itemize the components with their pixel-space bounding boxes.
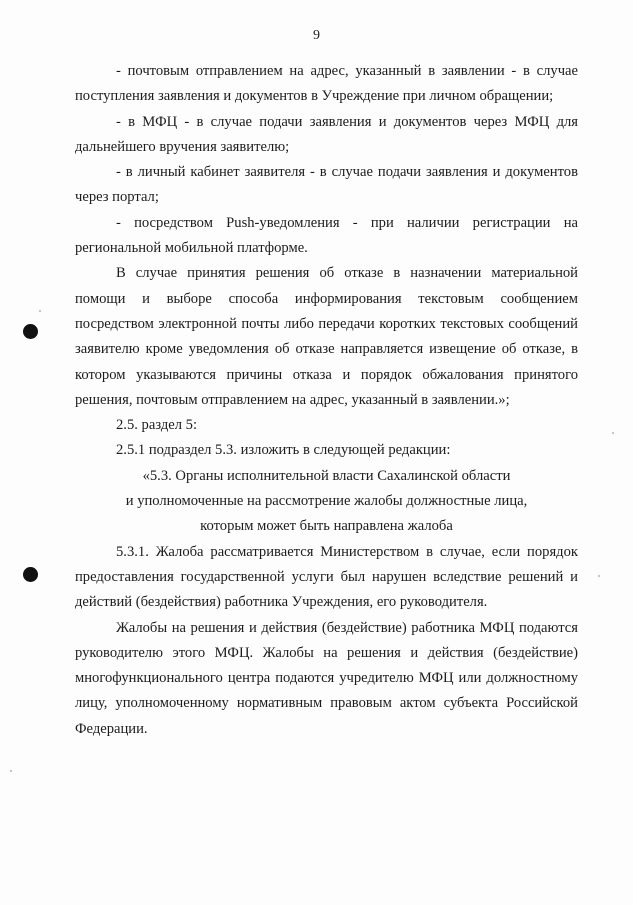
paragraph-personal-account: - в личный кабинет заявителя - в случае подачи заявления и документов через портал;: [75, 164, 578, 206]
binder-hole-top: [23, 324, 38, 339]
heading-5-3-line-1: «5.3. Органы исполнительной власти Сахалинской области: [142, 467, 511, 484]
paragraph-postal-delivery: - почтовым отправлением на адрес, указанный в заявлении - в случае поступления заявления и документов в Учреждение при личном обращении;: [75, 63, 578, 105]
paragraph-section-2-5: 2.5. раздел 5:: [116, 417, 197, 434]
document-body: [75, 59, 578, 742]
scan-speck: [598, 575, 600, 577]
paragraph-mfc-complaints: Жалобы на решения и действия (бездействие) работника МФЦ подаются руководителю этого МФЦ. Жалобы на решения и действия (бездействие) многофункционального центра подаются учредителю МФЦ или должностному лицу, уполномоченному нормативным правовым актом субъекта Российской Федерации.: [75, 619, 578, 737]
paragraph-push-notification: - посредством Push-уведомления - при наличии регистрации на региональной мобильной платформе.: [75, 214, 578, 257]
page-number: 9: [313, 28, 320, 43]
binder-hole-bottom: [23, 567, 38, 582]
scan-speck: [612, 432, 614, 434]
paragraph-5-3-1: 5.3.1. Жалоба рассматривается Министерством в случае, если порядок предоставления государственной услуги был нарушен вследствие решений и действий (бездействия) работника Учреждения, его руководителя.: [75, 543, 578, 611]
paragraph-section-2-5-1: 2.5.1 подраздел 5.3. изложить в следующей редакции:: [116, 442, 451, 459]
heading-5-3-line-3: которым может быть направлена жалоба: [200, 518, 453, 535]
paragraph-mfc-delivery: - в МФЦ - в случае подачи заявления и документов через МФЦ для дальнейшего вручения заявителю;: [75, 113, 578, 155]
heading-5-3-line-2: и уполномоченные на рассмотрение жалобы должностные лица,: [125, 493, 528, 510]
scan-speck: [39, 310, 41, 312]
paragraph-refusal-notice: В случае принятия решения об отказе в назначении материальной помощи и выборе способа информирования текстовым сообщением посредством электронной почты либо передачи коротких текстовых сообщений заявителю кроме уведомления об отказе направляется извещение об отказе, в котором указываются причины отказа и порядок обжалования принятого решения, почтовым отправлением на адрес, указанный в заявлении.»;: [75, 265, 578, 408]
scan-speck: [10, 770, 12, 772]
